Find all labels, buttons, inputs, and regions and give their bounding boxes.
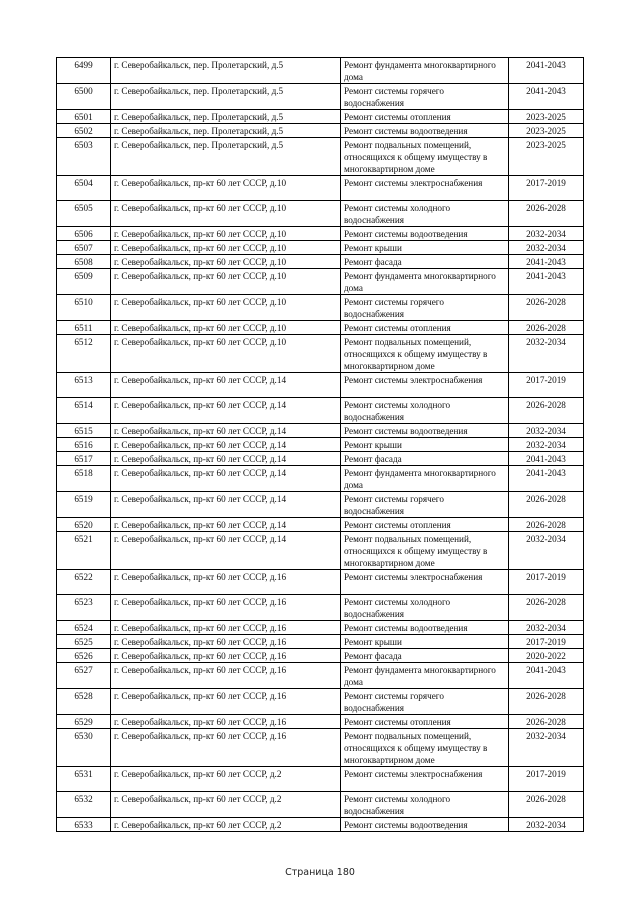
address-cell: г. Северобайкальск, пер. Пролетарский, д.5 xyxy=(111,84,341,110)
work-type-cell: Ремонт системы электроснабжения xyxy=(341,373,509,398)
address-cell: г. Северобайкальск, пр-кт 60 лет СССР, д.14 xyxy=(111,438,341,452)
period-cell: 2041-2043 xyxy=(509,255,584,269)
work-type-cell: Ремонт подвальных помещений, относящихся к общему имуществу в многоквартирном доме xyxy=(341,729,509,767)
row-number-cell: 6519 xyxy=(57,492,111,518)
address-cell: г. Северобайкальск, пр-кт 60 лет СССР, д.10 xyxy=(111,335,341,373)
period-cell: 2026-2028 xyxy=(509,321,584,335)
period-cell: 2017-2019 xyxy=(509,767,584,792)
period-cell: 2026-2028 xyxy=(509,398,584,424)
row-number-cell: 6533 xyxy=(57,818,111,832)
period-cell: 2032-2034 xyxy=(509,818,584,832)
row-number-cell: 6507 xyxy=(57,241,111,255)
table-row xyxy=(57,201,584,227)
period-cell: 2032-2034 xyxy=(509,335,584,373)
row-number-cell: 6513 xyxy=(57,373,111,398)
address-cell: г. Северобайкальск, пр-кт 60 лет СССР, д.10 xyxy=(111,295,341,321)
period-cell: 2041-2043 xyxy=(509,466,584,492)
work-type-cell: Ремонт системы водоотведения xyxy=(341,621,509,635)
table-row xyxy=(57,689,584,715)
table-row xyxy=(57,227,584,241)
table-row xyxy=(57,110,584,124)
work-type-cell: Ремонт крыши xyxy=(341,438,509,452)
row-number-cell: 6528 xyxy=(57,689,111,715)
row-number-cell: 6503 xyxy=(57,138,111,176)
work-type-cell: Ремонт крыши xyxy=(341,241,509,255)
address-cell: г. Северобайкальск, пр-кт 60 лет СССР, д.16 xyxy=(111,729,341,767)
row-number-cell: 6515 xyxy=(57,424,111,438)
address-cell: г. Северобайкальск, пр-кт 60 лет СССР, д.10 xyxy=(111,269,341,295)
table-row xyxy=(57,621,584,635)
work-type-cell: Ремонт системы холодного водоснабжения xyxy=(341,595,509,621)
work-type-cell: Ремонт системы горячего водоснабжения xyxy=(341,295,509,321)
address-cell: г. Северобайкальск, пр-кт 60 лет СССР, д.16 xyxy=(111,663,341,689)
work-type-cell: Ремонт системы горячего водоснабжения xyxy=(341,84,509,110)
table-row xyxy=(57,241,584,255)
period-cell: 2017-2019 xyxy=(509,570,584,595)
row-number-cell: 6505 xyxy=(57,201,111,227)
period-cell: 2026-2028 xyxy=(509,295,584,321)
table-row xyxy=(57,84,584,110)
row-number-cell: 6526 xyxy=(57,649,111,663)
table-body xyxy=(57,58,584,832)
period-cell: 2023-2025 xyxy=(509,124,584,138)
row-number-cell: 6501 xyxy=(57,110,111,124)
table-row xyxy=(57,438,584,452)
address-cell: г. Северобайкальск, пр-кт 60 лет СССР, д.16 xyxy=(111,621,341,635)
row-number-cell: 6527 xyxy=(57,663,111,689)
work-type-cell: Ремонт крыши xyxy=(341,635,509,649)
table-row xyxy=(57,424,584,438)
page-number: Страница 180 xyxy=(285,867,355,878)
period-cell: 2041-2043 xyxy=(509,452,584,466)
address-cell: г. Северобайкальск, пр-кт 60 лет СССР, д.16 xyxy=(111,595,341,621)
address-cell: г. Северобайкальск, пр-кт 60 лет СССР, д.16 xyxy=(111,689,341,715)
row-number-cell: 6521 xyxy=(57,532,111,570)
work-type-cell: Ремонт подвальных помещений, относящихся к общему имуществу в многоквартирном доме xyxy=(341,138,509,176)
work-type-cell: Ремонт системы отопления xyxy=(341,518,509,532)
period-cell: 2017-2019 xyxy=(509,635,584,649)
period-cell: 2026-2028 xyxy=(509,715,584,729)
period-cell: 2017-2019 xyxy=(509,176,584,201)
address-cell: г. Северобайкальск, пр-кт 60 лет СССР, д.2 xyxy=(111,818,341,832)
row-number-cell: 6509 xyxy=(57,269,111,295)
period-cell: 2026-2028 xyxy=(509,201,584,227)
row-number-cell: 6516 xyxy=(57,438,111,452)
table-row xyxy=(57,492,584,518)
table-row xyxy=(57,649,584,663)
period-cell: 2026-2028 xyxy=(509,595,584,621)
period-cell: 2017-2019 xyxy=(509,373,584,398)
table-row xyxy=(57,635,584,649)
period-cell: 2023-2025 xyxy=(509,110,584,124)
address-cell: г. Северобайкальск, пер. Пролетарский, д.5 xyxy=(111,110,341,124)
address-cell: г. Северобайкальск, пр-кт 60 лет СССР, д.14 xyxy=(111,532,341,570)
work-type-cell: Ремонт системы холодного водоснабжения xyxy=(341,201,509,227)
period-cell: 2032-2034 xyxy=(509,241,584,255)
work-type-cell: Ремонт подвальных помещений, относящихся к общему имуществу в многоквартирном доме xyxy=(341,532,509,570)
row-number-cell: 6504 xyxy=(57,176,111,201)
row-number-cell: 6508 xyxy=(57,255,111,269)
work-type-cell: Ремонт системы холодного водоснабжения xyxy=(341,792,509,818)
table-row xyxy=(57,570,584,595)
address-cell: г. Северобайкальск, пр-кт 60 лет СССР, д.14 xyxy=(111,398,341,424)
table-row xyxy=(57,595,584,621)
row-number-cell: 6532 xyxy=(57,792,111,818)
table-row xyxy=(57,138,584,176)
table-row xyxy=(57,321,584,335)
period-cell: 2041-2043 xyxy=(509,58,584,84)
work-type-cell: Ремонт системы электроснабжения xyxy=(341,570,509,595)
work-type-cell: Ремонт системы водоотведения xyxy=(341,818,509,832)
row-number-cell: 6529 xyxy=(57,715,111,729)
table-row xyxy=(57,792,584,818)
address-cell: г. Северобайкальск, пр-кт 60 лет СССР, д.16 xyxy=(111,715,341,729)
table-row xyxy=(57,255,584,269)
period-cell: 2020-2022 xyxy=(509,649,584,663)
period-cell: 2026-2028 xyxy=(509,689,584,715)
table-row xyxy=(57,729,584,767)
row-number-cell: 6517 xyxy=(57,452,111,466)
address-cell: г. Северобайкальск, пр-кт 60 лет СССР, д.10 xyxy=(111,255,341,269)
address-cell: г. Северобайкальск, пр-кт 60 лет СССР, д.10 xyxy=(111,201,341,227)
table-row xyxy=(57,124,584,138)
row-number-cell: 6500 xyxy=(57,84,111,110)
table-row xyxy=(57,452,584,466)
work-type-cell: Ремонт фасада xyxy=(341,452,509,466)
row-number-cell: 6514 xyxy=(57,398,111,424)
period-cell: 2032-2034 xyxy=(509,438,584,452)
row-number-cell: 6525 xyxy=(57,635,111,649)
table-row xyxy=(57,295,584,321)
work-type-cell: Ремонт фасада xyxy=(341,255,509,269)
table-row xyxy=(57,532,584,570)
row-number-cell: 6520 xyxy=(57,518,111,532)
work-type-cell: Ремонт системы горячего водоснабжения xyxy=(341,492,509,518)
address-cell: г. Северобайкальск, пр-кт 60 лет СССР, д.10 xyxy=(111,321,341,335)
table-row xyxy=(57,58,584,84)
table-row xyxy=(57,818,584,832)
address-cell: г. Северобайкальск, пр-кт 60 лет СССР, д.14 xyxy=(111,373,341,398)
work-type-cell: Ремонт подвальных помещений, относящихся к общему имуществу в многоквартирном доме xyxy=(341,335,509,373)
period-cell: 2026-2028 xyxy=(509,518,584,532)
work-type-cell: Ремонт системы водоотведения xyxy=(341,124,509,138)
row-number-cell: 6510 xyxy=(57,295,111,321)
row-number-cell: 6523 xyxy=(57,595,111,621)
row-number-cell: 6512 xyxy=(57,335,111,373)
address-cell: г. Северобайкальск, пр-кт 60 лет СССР, д.2 xyxy=(111,767,341,792)
address-cell: г. Северобайкальск, пр-кт 60 лет СССР, д.10 xyxy=(111,227,341,241)
table-row xyxy=(57,663,584,689)
address-cell: г. Северобайкальск, пр-кт 60 лет СССР, д.14 xyxy=(111,466,341,492)
table-row xyxy=(57,335,584,373)
row-number-cell: 6506 xyxy=(57,227,111,241)
work-type-cell: Ремонт системы отопления xyxy=(341,110,509,124)
work-type-cell: Ремонт системы горячего водоснабжения xyxy=(341,689,509,715)
period-cell: 2026-2028 xyxy=(509,792,584,818)
address-cell: г. Северобайкальск, пр-кт 60 лет СССР, д.14 xyxy=(111,452,341,466)
row-number-cell: 6502 xyxy=(57,124,111,138)
address-cell: г. Северобайкальск, пр-кт 60 лет СССР, д.14 xyxy=(111,424,341,438)
work-type-cell: Ремонт системы водоотведения xyxy=(341,424,509,438)
table-row xyxy=(57,176,584,201)
work-type-cell: Ремонт фундамента многоквартирного дома xyxy=(341,58,509,84)
address-cell: г. Северобайкальск, пр-кт 60 лет СССР, д.2 xyxy=(111,792,341,818)
row-number-cell: 6530 xyxy=(57,729,111,767)
address-cell: г. Северобайкальск, пр-кт 60 лет СССР, д.16 xyxy=(111,570,341,595)
row-number-cell: 6522 xyxy=(57,570,111,595)
period-cell: 2032-2034 xyxy=(509,621,584,635)
row-number-cell: 6511 xyxy=(57,321,111,335)
work-type-cell: Ремонт фундамента многоквартирного дома xyxy=(341,466,509,492)
period-cell: 2032-2034 xyxy=(509,424,584,438)
table-row xyxy=(57,466,584,492)
work-type-cell: Ремонт системы отопления xyxy=(341,715,509,729)
period-cell: 2026-2028 xyxy=(509,492,584,518)
table-row xyxy=(57,373,584,398)
period-cell: 2032-2034 xyxy=(509,729,584,767)
address-cell: г. Северобайкальск, пр-кт 60 лет СССР, д.10 xyxy=(111,241,341,255)
work-type-cell: Ремонт системы электроснабжения xyxy=(341,767,509,792)
row-number-cell: 6518 xyxy=(57,466,111,492)
work-type-cell: Ремонт фундамента многоквартирного дома xyxy=(341,269,509,295)
address-cell: г. Северобайкальск, пр-кт 60 лет СССР, д.10 xyxy=(111,176,341,201)
table-row xyxy=(57,398,584,424)
table-row xyxy=(57,269,584,295)
address-cell: г. Северобайкальск, пер. Пролетарский, д.5 xyxy=(111,124,341,138)
row-number-cell: 6499 xyxy=(57,58,111,84)
address-cell: г. Северобайкальск, пр-кт 60 лет СССР, д.14 xyxy=(111,492,341,518)
work-type-cell: Ремонт фасада xyxy=(341,649,509,663)
period-cell: 2032-2034 xyxy=(509,227,584,241)
table-row xyxy=(57,518,584,532)
table-row xyxy=(57,767,584,792)
repair-schedule-table xyxy=(56,57,584,832)
address-cell: г. Северобайкальск, пр-кт 60 лет СССР, д.16 xyxy=(111,649,341,663)
work-type-cell: Ремонт системы отопления xyxy=(341,321,509,335)
period-cell: 2041-2043 xyxy=(509,84,584,110)
address-cell: г. Северобайкальск, пер. Пролетарский, д.5 xyxy=(111,138,341,176)
work-type-cell: Ремонт системы водоотведения xyxy=(341,227,509,241)
row-number-cell: 6524 xyxy=(57,621,111,635)
work-type-cell: Ремонт системы холодного водоснабжения xyxy=(341,398,509,424)
period-cell: 2041-2043 xyxy=(509,269,584,295)
work-type-cell: Ремонт фундамента многоквартирного дома xyxy=(341,663,509,689)
address-cell: г. Северобайкальск, пр-кт 60 лет СССР, д.14 xyxy=(111,518,341,532)
row-number-cell: 6531 xyxy=(57,767,111,792)
address-cell: г. Северобайкальск, пер. Пролетарский, д.5 xyxy=(111,58,341,84)
period-cell: 2032-2034 xyxy=(509,532,584,570)
table-row xyxy=(57,715,584,729)
period-cell: 2041-2043 xyxy=(509,663,584,689)
address-cell: г. Северобайкальск, пр-кт 60 лет СССР, д.16 xyxy=(111,635,341,649)
work-type-cell: Ремонт системы электроснабжения xyxy=(341,176,509,201)
period-cell: 2023-2025 xyxy=(509,138,584,176)
